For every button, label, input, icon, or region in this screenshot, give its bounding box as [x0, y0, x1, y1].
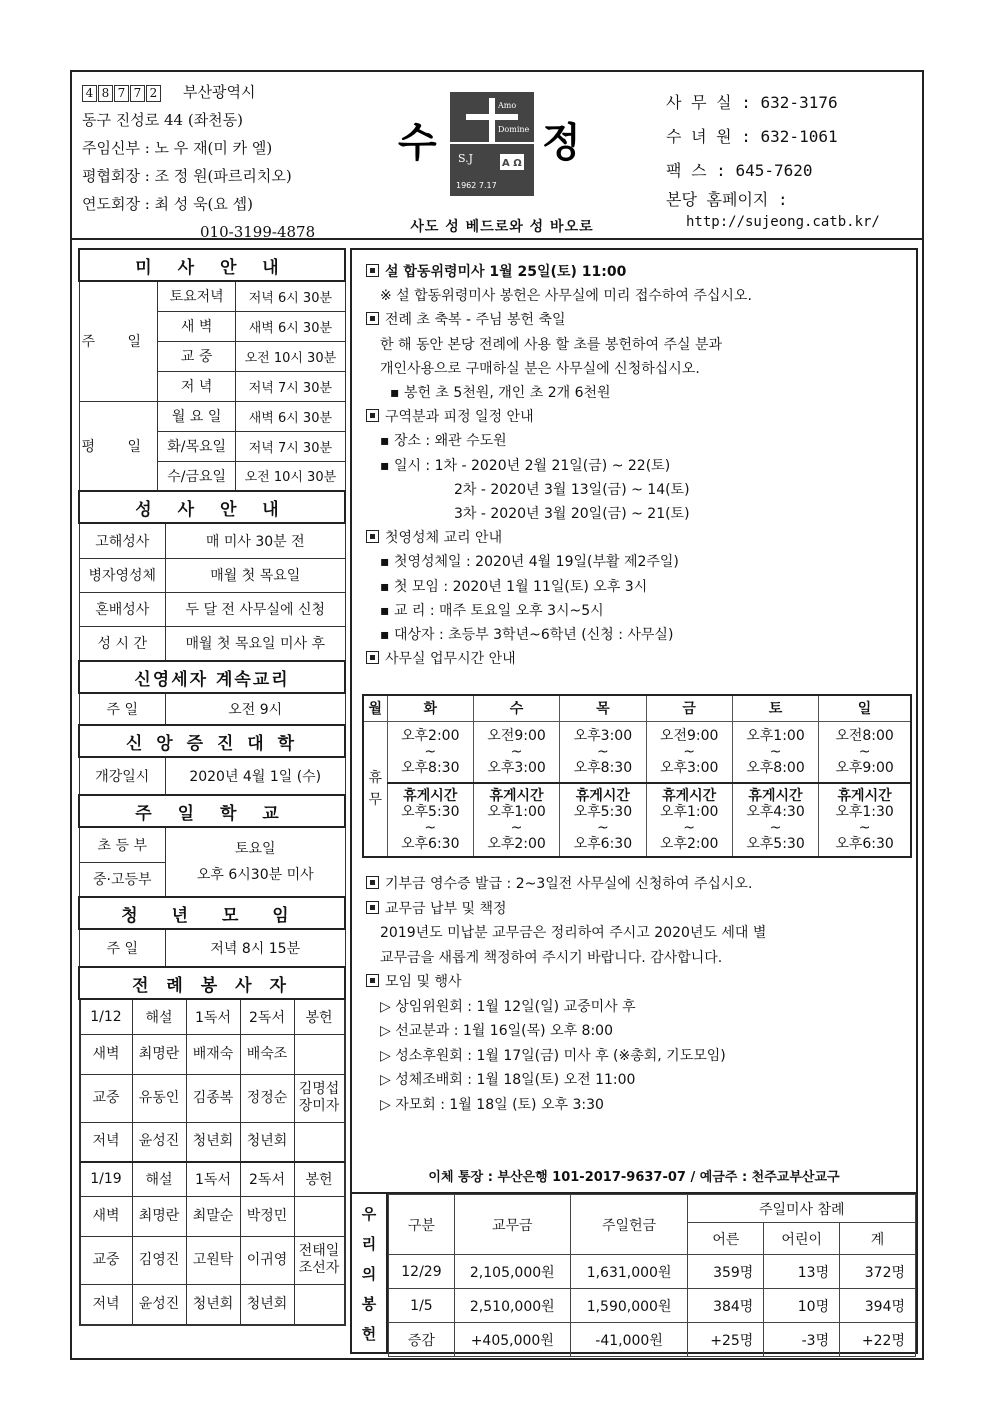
server-name: 청년회: [186, 1284, 240, 1324]
servers-row: [80, 1236, 344, 1284]
servers-row: [80, 1284, 344, 1324]
notice-body: 3차 - 2020년 3월 20일(금) ~ 21(토): [454, 506, 690, 523]
left-column: [78, 248, 346, 1326]
faith-label: 개강일시: [80, 758, 166, 794]
mass-name: 저 녁: [158, 371, 236, 401]
sacrament-name: 성 시 간: [80, 626, 166, 660]
zip-digit: 2: [146, 85, 161, 102]
open-to: 오후8:30: [573, 759, 633, 776]
youth-section-title: 청 년 모 임: [79, 897, 345, 929]
open-to: 오후8:30: [400, 759, 460, 776]
closed-label: 휴 무: [363, 721, 387, 857]
donation-cell: 증감: [389, 1323, 455, 1357]
event-item: ▷ 상임위원회 : 1월 12일(일) 교중미사 후: [380, 998, 636, 1015]
servers-header-row: [80, 1162, 344, 1196]
zip-digit: 7: [130, 85, 145, 102]
notice-title-text: 구역분과 피정 일정 안내: [385, 409, 534, 426]
school-day: 토요일: [234, 841, 276, 857]
notice-body: ▪ 대상자 : 초등부 3학년~6학년 (신청 : 사무실): [380, 627, 674, 644]
side-title-char: 리: [361, 1235, 377, 1253]
servers-header-cell: 해설: [132, 1162, 186, 1196]
open-to: 오후9:00: [835, 759, 894, 776]
servers-header-cell: 1/19: [80, 1162, 132, 1196]
server-name: 교중: [80, 1074, 132, 1122]
donation-cell: 10명: [764, 1289, 840, 1323]
server-name: 교중: [80, 1236, 132, 1284]
logo-left-char: 수: [398, 119, 437, 166]
mass-name: 월 요 일: [158, 401, 236, 431]
servers-header-cell: 해설: [132, 1000, 186, 1034]
server-name: [294, 1122, 344, 1162]
mass-name: 교 중: [158, 341, 236, 371]
tilde: ~: [769, 820, 782, 836]
logo-latin: Domine: [498, 125, 530, 134]
city: 부산광역시: [183, 83, 256, 101]
bullet-square-icon: [366, 651, 379, 664]
sacrament-section-title: 성 사 안 내: [79, 491, 345, 523]
mass-time: 저녁 6시 30분: [236, 281, 345, 311]
notice-body: ※ 설 합동위령미사 봉헌은 사무실에 미리 접수하여 주십시오.: [380, 288, 752, 305]
server-name: [294, 1196, 344, 1236]
tilde: ~: [683, 743, 696, 760]
donation-cell: -41,000원: [570, 1323, 688, 1357]
donation-cell: +25명: [688, 1323, 764, 1357]
sacrament-value: 두 달 전 사무실에 신청: [166, 592, 345, 626]
office-open-hours: [819, 721, 911, 783]
donation-cell: 384명: [688, 1289, 764, 1323]
notice-body: 개인사용으로 구매하실 분은 사무실에 신청하십시오.: [380, 360, 700, 377]
servers-row: [80, 1122, 344, 1162]
mass-time: 새벽 6시 30분: [236, 401, 345, 431]
server-name: 저녁: [80, 1284, 132, 1324]
school-schedule: [166, 828, 345, 896]
sacrament-value: 매월 첫 목요일: [166, 558, 345, 592]
parish-info: [82, 78, 382, 246]
notices-panel: [350, 248, 918, 1354]
servers-header-cell: 봉헌: [294, 1162, 344, 1196]
break-from: 오후1:00: [487, 804, 546, 820]
address: 동구 진성로 44 (좌천동): [82, 111, 244, 129]
notice-title: [366, 405, 912, 429]
donation-row: [389, 1323, 916, 1357]
mass-time: 새벽 6시 30분: [236, 311, 345, 341]
servers-container: [79, 999, 345, 1325]
header-total: 계: [840, 1223, 916, 1255]
sacrament-table: [80, 524, 345, 660]
notice-title: [366, 308, 912, 332]
notice-body: 교무금을 새롭게 책정하여 주시기 바랍니다. 감사합니다.: [380, 949, 723, 966]
neophyte-section-title: 신영세자 계속교리: [79, 661, 345, 693]
sacrament-value: 매 미사 30분 전: [166, 524, 345, 558]
office-day-header: 화: [387, 695, 473, 721]
break-to: 오후2:00: [659, 836, 719, 852]
servers-header-cell: 1독서: [186, 1162, 240, 1196]
event-item: ▷ 성소후원회 : 1월 17일(금) 미사 후 (※총회, 기도모임): [380, 1047, 726, 1064]
bullet-square-icon: [366, 901, 379, 914]
zip-digit: 4: [82, 85, 97, 102]
mass-time: 저녁 7시 30분: [236, 431, 345, 461]
mass-time: 오전 10시 30분: [236, 341, 345, 371]
notice-body: ▪ 첫영성체일 : 2020년 4월 19일(부활 제2주일): [380, 554, 679, 571]
mass-name: 새 벽: [158, 311, 236, 341]
break-label: 휴게시간: [489, 788, 544, 804]
office-open-hours: [646, 721, 732, 783]
fax-number: 팩 스 : 645-7620: [666, 161, 813, 180]
tilde: ~: [858, 820, 871, 836]
office-break-hours: [646, 783, 732, 857]
break-label: 휴게시간: [403, 788, 458, 804]
open-to: 오후3:00: [487, 759, 546, 776]
server-name: 고원탁: [186, 1236, 240, 1284]
donation-table: [388, 1194, 916, 1357]
sunday-label: 주 일: [79, 281, 158, 401]
office-day-header: 목: [560, 695, 646, 721]
servers-row: [80, 1196, 344, 1236]
server-name: 박정민: [240, 1196, 294, 1236]
server-name: 정정순: [240, 1074, 294, 1122]
office-break-hours: [387, 783, 473, 857]
server-name: 청년회: [240, 1284, 294, 1324]
bullet-square-icon: [366, 876, 379, 889]
bulletin-page: [70, 70, 924, 1360]
notice-body: ▪ 첫 모임 : 2020년 1월 11일(토) 오후 3시: [380, 578, 648, 595]
break-from: 오후1:30: [835, 804, 894, 820]
servers-header-cell: 2독서: [240, 1000, 294, 1034]
logo-date: 1962 7.17: [456, 181, 497, 190]
break-label: 휴게시간: [837, 788, 892, 804]
header-child: 어린이: [764, 1223, 840, 1255]
header-gubun: 구분: [389, 1195, 455, 1255]
bulletin-header: [72, 72, 922, 240]
tilde: ~: [510, 820, 523, 836]
faith-date: 2020년 4월 1일 (수): [189, 769, 322, 785]
servers-header-cell: 1독서: [186, 1000, 240, 1034]
office-open-hours: [732, 721, 818, 783]
break-label: 휴게시간: [575, 788, 630, 804]
school-time: 오후 6시30분 미사: [196, 867, 314, 883]
bullet-square-icon: [366, 409, 379, 422]
tilde: ~: [683, 820, 696, 836]
server-name: 최명란: [132, 1034, 186, 1074]
office-hours-table: [362, 694, 912, 858]
break-to: 오후6:30: [835, 836, 894, 852]
open-to: 오후3:00: [659, 759, 719, 776]
open-from: 오후2:00: [400, 727, 460, 744]
logo-right-char: 정: [542, 119, 581, 166]
office-day-header: 월: [363, 695, 387, 721]
office-open-hours: [560, 721, 646, 783]
school-elementary: 초 등 부: [80, 828, 166, 862]
school-section-title: 주 일 학 교: [79, 795, 345, 827]
break-from: 오후5:30: [400, 804, 460, 820]
open-from: 오후1:00: [746, 727, 805, 744]
open-from: 오후3:00: [573, 727, 633, 744]
sacrament-value: 매월 첫 목요일 미사 후: [185, 636, 326, 653]
donation-cell: 13명: [764, 1255, 840, 1289]
bank-account: 이체 통장 : 부산은행 101-2017-9637-07 / 예금주 : 천주교부산교구: [428, 1170, 840, 1185]
tilde: ~: [596, 820, 609, 836]
open-from: 오전8:00: [835, 727, 894, 744]
server-name: 유동인: [132, 1074, 186, 1122]
office-day-header: 일: [819, 695, 911, 721]
donation-cell: +22명: [840, 1323, 916, 1357]
header-offering: 주일헌금: [570, 1195, 688, 1255]
tilde: ~: [424, 743, 437, 760]
donation-row: [389, 1289, 916, 1323]
logo-sj: S.J: [458, 152, 474, 165]
contact-info: [666, 86, 916, 232]
notice-title-text: 설 합동위령미사 1월 25일(토) 11:00: [385, 264, 627, 280]
server-name: 윤성진: [132, 1122, 186, 1162]
sacrament-name: 혼배성사: [80, 592, 166, 626]
notice-title-text: 모임 및 행사: [385, 974, 462, 990]
council-president: 평협회장 : 조 정 원(파르리치오): [82, 167, 292, 185]
break-label: 휴게시간: [662, 788, 717, 804]
mass-name: 토요저녁: [158, 281, 236, 311]
weekday-label: 평 일: [79, 401, 158, 491]
office-break-hours: [560, 783, 646, 857]
donation-side-title: [352, 1194, 388, 1354]
server-name: 최명란: [132, 1196, 186, 1236]
server-name: 배재숙: [186, 1034, 240, 1074]
server-name: 청년회: [186, 1122, 240, 1162]
servers-table: [80, 1000, 345, 1325]
notice-title: [366, 647, 912, 671]
notice-body: ▪ 교 리 : 매주 토요일 오후 3시~5시: [380, 602, 604, 619]
parish-logo: [394, 84, 594, 204]
office-day-header: 금: [646, 695, 732, 721]
server-name: 이귀영: [240, 1236, 294, 1284]
parish-patrons: 사도 성 베드로와 성 바오로: [410, 219, 594, 235]
mass-time: 오전 10시 30분: [236, 461, 345, 491]
logo-latin: te: [498, 113, 506, 122]
servers-section-title: 전 례 봉 사 자: [79, 967, 345, 999]
donation-cell: 394명: [840, 1289, 916, 1323]
tilde: ~: [858, 743, 871, 760]
event-item: ▷ 자모회 : 1월 18일 (토) 오후 3:30: [380, 1096, 604, 1113]
mass-section-title: 미 사 안 내: [79, 249, 345, 281]
break-to: 오후2:00: [487, 836, 546, 852]
servers-header-cell: 봉헌: [294, 1000, 344, 1034]
server-name: 청년회: [240, 1122, 294, 1162]
notice-title: [366, 526, 912, 550]
servers-header-cell: 1/12: [80, 1000, 132, 1034]
donation-cell: 1,631,000원: [570, 1255, 688, 1289]
notice-body: 한 해 동안 본당 전례에 사용 할 초를 봉헌하여 주실 분과: [380, 336, 723, 353]
pastor: 주임신부 : 노 우 재(미 카 엘): [82, 139, 273, 157]
notice-title: [366, 970, 912, 995]
donation-cell: -3명: [764, 1323, 840, 1357]
notice-title: [366, 260, 912, 284]
server-name: 새벽: [80, 1034, 132, 1074]
notice-body: ▪ 장소 : 왜관 수도원: [380, 433, 507, 450]
side-title-char: 우: [361, 1205, 377, 1223]
school-middle-high: 중·고등부: [80, 862, 166, 896]
notice-body: ▪ 일시 : 1차 - 2020년 2월 21일(금) ~ 22(토): [380, 457, 671, 474]
mass-name: 화/목요일: [158, 431, 236, 461]
tilde: ~: [424, 820, 437, 836]
server-name: 배숙조: [240, 1034, 294, 1074]
servers-header-row: [80, 1000, 344, 1034]
contact-phone: 010-3199-4878: [200, 223, 316, 241]
side-title-char: 의: [361, 1265, 377, 1283]
zip-digit: 7: [114, 85, 129, 102]
notice-title-text: 사무실 업무시간 안내: [385, 651, 516, 668]
donation-row: [389, 1255, 916, 1289]
break-label: 휴게시간: [748, 788, 803, 804]
server-name: 저녁: [80, 1122, 132, 1162]
notice-title-text: 첫영성체 교리 안내: [385, 530, 503, 547]
side-title-char: 봉: [361, 1295, 377, 1313]
office-break-hours: [732, 783, 818, 857]
break-to: 오후6:30: [400, 836, 460, 852]
zip-digit: 8: [98, 85, 113, 102]
homepage-label: 본당 홈페이지 :: [666, 190, 788, 209]
office-break-hours: [819, 783, 911, 857]
schedule-table: [78, 248, 346, 1326]
server-name: 전태일 조선자: [294, 1236, 344, 1284]
donation-cell: 2,510,000원: [454, 1289, 570, 1323]
sacrament-name: 병자영성체: [80, 558, 166, 592]
open-from: 오전9:00: [659, 727, 719, 744]
break-from: 오후5:30: [573, 804, 633, 820]
convent-phone: 수 녀 원 : 632-1061: [666, 127, 838, 146]
faith-section-title: 신 앙 증 진 대 학: [79, 725, 345, 757]
server-name: 새벽: [80, 1196, 132, 1236]
open-from: 오전9:00: [487, 727, 546, 744]
logo-latin: Amo: [498, 101, 517, 110]
neophyte-time: 오전 9시: [228, 702, 283, 718]
notices-list-2: [366, 872, 912, 1117]
donation-cell: 1/5: [389, 1289, 455, 1323]
notice-body: 2019년도 미납분 교무금은 정리하여 주시고 2020년도 세대 별: [380, 925, 767, 941]
server-name: 김종복: [186, 1074, 240, 1122]
server-name: 윤성진: [132, 1284, 186, 1324]
header-adult: 어른: [688, 1223, 764, 1255]
donation-section: [352, 1192, 916, 1354]
tilde: ~: [510, 743, 523, 760]
office-day-header: 수: [473, 695, 559, 721]
donation-cell: 1,590,000원: [570, 1289, 688, 1323]
event-item: ▷ 성체조배회 : 1월 18일(토) 오전 11:00: [380, 1072, 636, 1088]
donation-cell: 372명: [840, 1255, 916, 1289]
server-name: 최말순: [186, 1196, 240, 1236]
sacrament-name: 고해성사: [80, 524, 166, 558]
notice-body: ▪ 봉헌 초 5천원, 개인 초 2개 6천원: [390, 385, 611, 402]
zip-code: [82, 85, 161, 102]
donation-cell: +405,000원: [454, 1323, 570, 1357]
servers-header-cell: 2독서: [240, 1162, 294, 1196]
svg-text:A Ω: A Ω: [502, 158, 522, 169]
bullet-square-icon: [366, 530, 379, 543]
break-to: 오후5:30: [746, 836, 805, 852]
notice-title-text: 교무금 납부 및 책정: [385, 900, 507, 917]
mass-time: 저녁 7시 30분: [236, 371, 345, 401]
bullet-square-icon: [366, 312, 379, 325]
server-name: [294, 1284, 344, 1324]
server-name: [294, 1034, 344, 1074]
donation-cell: 12/29: [389, 1255, 455, 1289]
youth-time: 저녁 8시 15분: [210, 941, 301, 957]
notices-list: [366, 260, 912, 671]
bullet-square-icon: [366, 264, 379, 277]
event-item: ▷ 선교분과 : 1월 16일(목) 오후 8:00: [380, 1023, 613, 1039]
side-title-char: 헌: [361, 1325, 377, 1343]
donation-cell: 359명: [688, 1255, 764, 1289]
break-from: 오후1:00: [659, 804, 719, 820]
bullet-square-icon: [366, 974, 379, 987]
office-day-header: 토: [732, 695, 818, 721]
notice-title: [366, 872, 912, 897]
server-name: 김영진: [132, 1236, 186, 1284]
office-break-hours: [473, 783, 559, 857]
servers-row: [80, 1034, 344, 1074]
header-dues: 교무금: [454, 1195, 570, 1255]
tilde: ~: [596, 743, 609, 760]
break-from: 오후4:30: [746, 804, 805, 820]
open-to: 오후8:00: [746, 759, 805, 776]
donation-cell: 2,105,000원: [454, 1255, 570, 1289]
office-phone: 사 무 실 : 632-3176: [666, 93, 838, 112]
youth-label: 주 일: [80, 930, 166, 966]
notice-body: 2차 - 2020년 3월 13일(금) ~ 14(토): [454, 481, 690, 498]
notice-title: [366, 897, 912, 922]
office-open-hours: [387, 721, 473, 783]
notice-title-text: 기부금 영수증 발급 : 2~3일전 사무실에 신청하여 주십시오.: [385, 876, 753, 892]
yeondo-president: 연도회장 : 최 성 욱(요 셉): [82, 195, 254, 213]
notice-title-text: 전례 초 축복 - 주님 봉헌 축일: [385, 312, 566, 329]
neophyte-label: 주 일: [80, 694, 166, 724]
servers-row: [80, 1074, 344, 1122]
mass-name: 수/금요일: [158, 461, 236, 491]
tilde: ~: [769, 743, 782, 760]
office-open-hours: [473, 721, 559, 783]
break-to: 오후6:30: [573, 836, 633, 852]
homepage-url[interactable]: http://sujeong.catb.kr/: [686, 214, 880, 230]
server-name: 김명섭 장미자: [294, 1074, 344, 1122]
header-attendance: 주일미사 참례: [688, 1195, 916, 1223]
